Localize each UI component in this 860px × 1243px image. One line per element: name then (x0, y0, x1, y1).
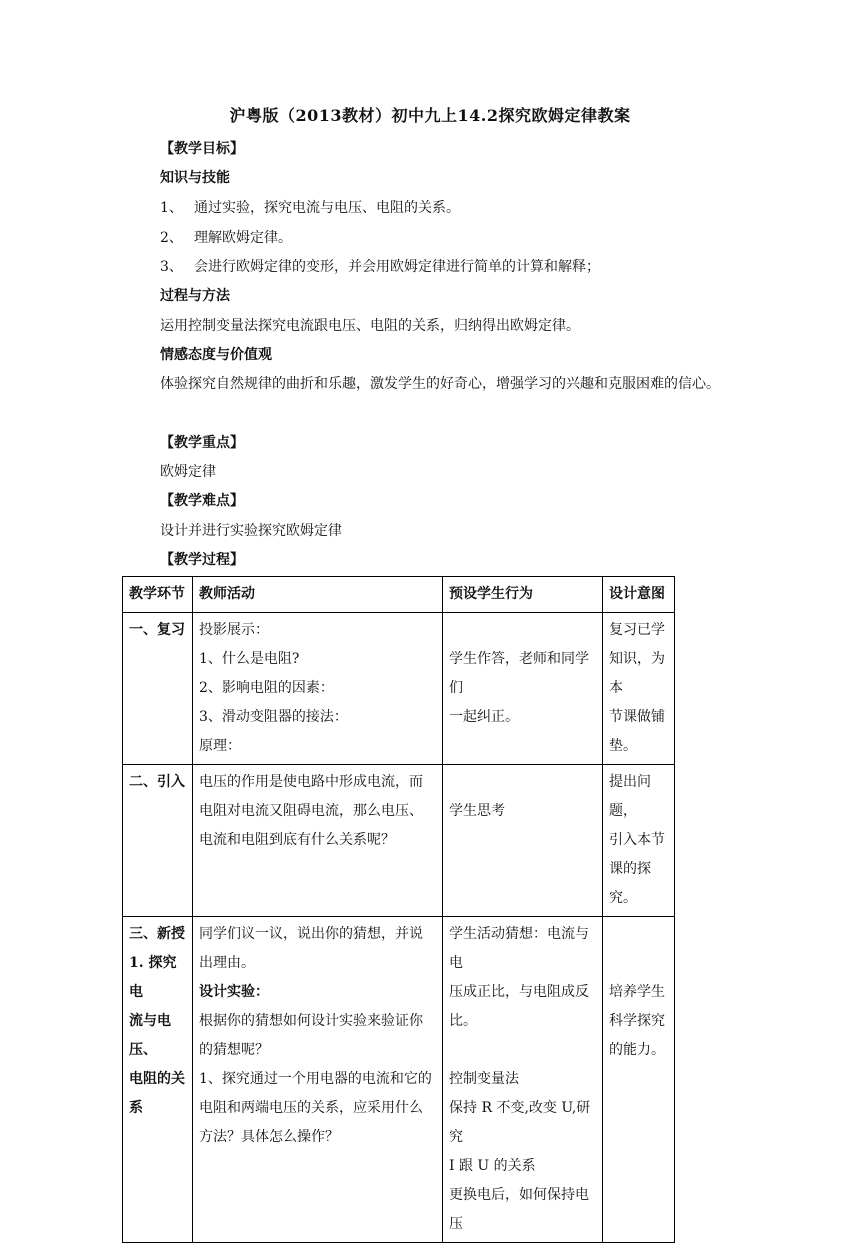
column-header: 教师活动 (193, 577, 443, 613)
cell-line: 学生作答，老师和同学们 (449, 651, 589, 696)
design-experiment-label: 设计实验： (199, 984, 269, 1000)
knowledge-header: 知识与技能 (160, 170, 230, 186)
table-row (123, 917, 675, 1243)
item-text: 通过实验，探究电流与电压、电阻的关系。 (194, 200, 460, 216)
teacher-activity-cell (193, 613, 443, 765)
cell-line: 电压的作用是使电路中形成电流，而 (199, 774, 423, 790)
cell-line: 同学们议一议，说出你的猜想，并说 (199, 926, 423, 942)
cell-line: 3、滑动变阻器的接法： (199, 709, 348, 725)
cell-line: 根据你的猜想如何设计实验来验证你 (199, 1013, 423, 1029)
design-intent-cell (603, 917, 675, 1243)
cell-line: 三、新授 (129, 926, 185, 942)
cell-line: 1. 探究电 (129, 955, 177, 1000)
cell-line: 保持 R 不变,改变 U,研究 (449, 1100, 591, 1145)
cell-line: 培养学生 (609, 984, 665, 1000)
key-text: 欧姆定律 (160, 464, 216, 480)
process-text: 运用控制变量法探究电流跟电压、电阻的关系，归纳得出欧姆定律。 (160, 318, 580, 334)
cell-line: 一起纠正。 (449, 709, 519, 725)
cell-line: 2、影响电阻的因素： (199, 680, 334, 696)
item-number: 3、 (160, 259, 183, 275)
attitude-text: 体验探究自然规律的曲折和乐趣，激发学生的好奇心，增强学习的兴趣和克服困难的信心。 (160, 376, 720, 392)
teacher-activity-cell (193, 765, 443, 917)
cell-line: 引入本节 (609, 832, 665, 848)
knowledge-item (160, 228, 292, 248)
stage-cell (123, 917, 193, 1243)
table-header-row (123, 577, 675, 613)
cell-line: 控制变量法 (449, 1071, 519, 1087)
item-number: 2、 (160, 230, 183, 246)
item-text: 理解欧姆定律。 (194, 230, 292, 246)
key-header: 【教学重点】 (160, 435, 244, 451)
cell-line: 电流和电阻到底有什么关系呢？ (199, 832, 395, 848)
student-behavior-cell (443, 765, 603, 917)
cell-line: 电阻的关 (129, 1071, 185, 1087)
cell-line: 电阻对电流又阻碍电流，那么电压、 (199, 803, 423, 819)
column-header: 预设学生行为 (443, 577, 603, 613)
cell-line: 系 (129, 1100, 143, 1116)
teacher-activity-cell (193, 917, 443, 1243)
cell-line: 科学探究 (609, 1013, 665, 1029)
cell-line: 方法？具体怎么操作？ (199, 1129, 339, 1145)
item-number: 1、 (160, 200, 183, 216)
stage-cell: 二、引入 (123, 765, 193, 917)
table-row (123, 765, 675, 917)
goals-header: 【教学目标】 (160, 141, 244, 157)
cell-line: 知识，为本 (609, 651, 665, 696)
cell-line: 垫。 (609, 738, 637, 754)
design-intent-cell (603, 765, 675, 917)
process-header: 过程与方法 (160, 288, 230, 304)
cell-line: 1、什么是电阻? (199, 651, 300, 667)
cell-line: 学生活动猜想：电流与电 (449, 926, 589, 971)
cell-line: 电阻和两端电压的关系，应采用什么 (199, 1100, 423, 1116)
cell-line: 原理： (199, 738, 241, 754)
student-behavior-cell (443, 917, 603, 1243)
cell-line: 提出问题， (609, 774, 651, 819)
design-intent-cell (603, 613, 675, 765)
difficult-header: 【教学难点】 (160, 493, 244, 509)
teaching-process-header: 【教学过程】 (160, 552, 244, 568)
cell-line: 投影展示： (199, 622, 269, 638)
column-header: 教学环节 (123, 577, 193, 613)
table-row (123, 613, 675, 765)
stage-cell: 一、复习 (123, 613, 193, 765)
document-title: 沪粤版（2013教材）初中九上14.2探究欧姆定律教案 (229, 106, 631, 125)
cell-line: 节课做铺 (609, 709, 665, 725)
cell-line: 压成正比，与电阻成反 (449, 984, 589, 1000)
cell-line: 的能力。 (609, 1042, 665, 1058)
knowledge-item (160, 257, 600, 277)
cell-line: I 跟 U 的关系 (449, 1158, 536, 1174)
cell-line: 复习已学 (609, 622, 665, 638)
column-header: 设计意图 (603, 577, 675, 613)
attitude-header: 情感态度与价值观 (160, 347, 272, 363)
cell-line: 课的探究。 (609, 861, 651, 906)
cell-line: 1、探究通过一个用电器的电流和它的 (199, 1071, 432, 1087)
teaching-process-table (122, 576, 675, 1243)
cell-line: 流与电压、 (129, 1013, 171, 1058)
cell-line: 更换电后，如何保持电压 (449, 1187, 589, 1232)
difficult-text: 设计并进行实验探究欧姆定律 (160, 523, 342, 539)
cell-line: 学生思考 (449, 803, 505, 819)
knowledge-item (160, 198, 460, 218)
item-text: 会进行欧姆定律的变形，并会用欧姆定律进行简单的计算和解释； (194, 259, 600, 275)
cell-line: 的猜想呢？ (199, 1042, 269, 1058)
cell-line: 比。 (449, 1013, 477, 1029)
student-behavior-cell (443, 613, 603, 765)
cell-line: 出理由。 (199, 955, 255, 971)
